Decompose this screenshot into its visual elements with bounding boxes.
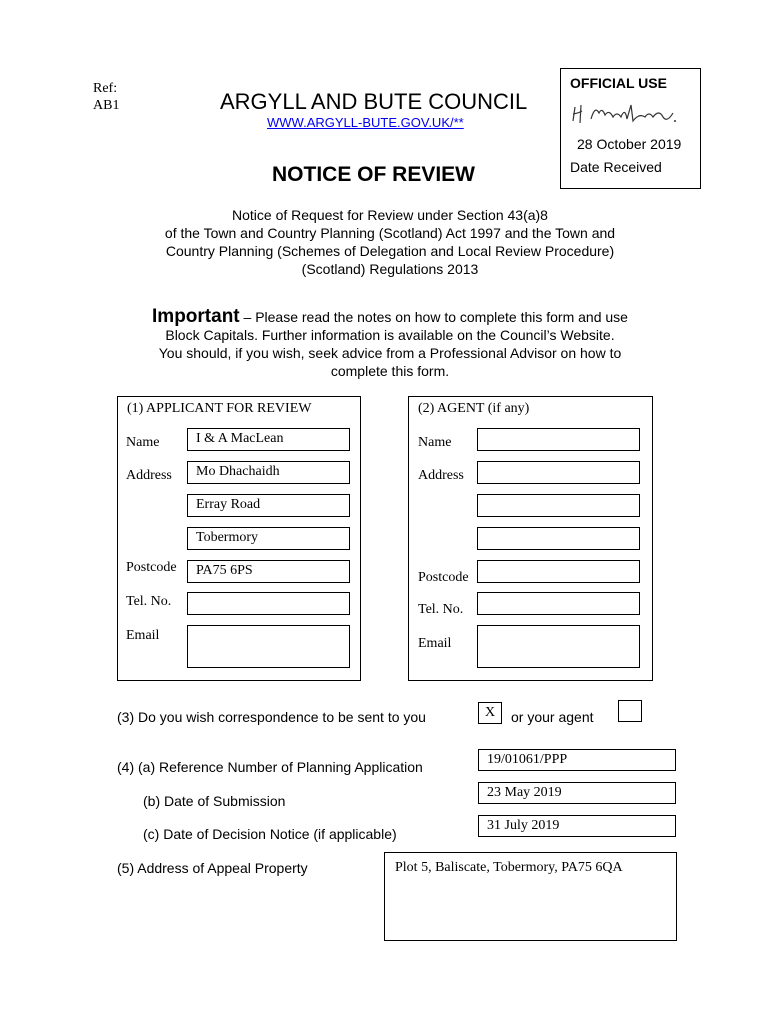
ref-label: Ref:: [93, 81, 118, 96]
applicant-email-field[interactable]: [187, 625, 350, 668]
correspondence-agent-label: or your agent: [511, 709, 594, 725]
applicant-title: (1) APPLICANT FOR REVIEW: [127, 401, 312, 416]
important-notice: [90, 308, 690, 380]
decision-notice-date-label: (c) Date of Decision Notice (if applicable): [143, 826, 397, 842]
applicant-name-field[interactable]: I & A MacLean: [187, 428, 350, 451]
applicant-address-line-1[interactable]: Mo Dhachaidh: [187, 461, 350, 484]
signature-icon: [569, 99, 681, 131]
correspondence-agent-checkbox[interactable]: [618, 700, 642, 722]
form-title: NOTICE OF REVIEW: [272, 163, 476, 186]
intro-line: of the Town and Country Planning (Scotland) Act 1997 and the Town and: [164, 225, 616, 241]
agent-name-field[interactable]: [477, 428, 640, 451]
date-received-label: Date Received: [570, 159, 662, 175]
date-received-value: 28 October 2019: [577, 136, 682, 152]
important-line: Block Capitals. Further information is available on the Council’s Website.: [165, 327, 615, 343]
submission-date-label: (b) Date of Submission: [143, 793, 286, 809]
council-name: ARGYLL AND BUTE COUNCIL: [220, 89, 528, 114]
important-heading: Important: [152, 306, 240, 327]
important-line: – Please read the notes on how to complete this form and use: [239, 309, 628, 325]
applicant-address-line-2[interactable]: Erray Road: [187, 494, 350, 517]
appeal-property-label: (5) Address of Appeal Property: [117, 860, 308, 876]
applicant-address-line-3[interactable]: Tobermory: [187, 527, 350, 550]
council-website-link[interactable]: WWW.ARGYLL-BUTE.GOV.UK/**: [267, 115, 464, 130]
agent-name-label: Name: [418, 435, 452, 450]
applicant-email-label: Email: [126, 628, 160, 643]
applicant-address-label: Address: [126, 468, 172, 483]
ref-block: [93, 80, 119, 114]
applicant-name-label: Name: [126, 435, 160, 450]
important-line: You should, if you wish, seek advice from a Professional Advisor on how to: [158, 345, 622, 361]
agent-address-line-2[interactable]: [477, 494, 640, 517]
ref-value: AB1: [93, 98, 120, 113]
intro-line: Notice of Request for Review under Section 43(a)8: [232, 207, 548, 223]
submission-date-field[interactable]: 23 May 2019: [478, 782, 676, 804]
applicant-postcode-field[interactable]: PA75 6PS: [187, 560, 350, 583]
applicant-postcode-label: Postcode: [126, 560, 177, 575]
agent-address-label: Address: [418, 468, 464, 483]
applicant-tel-label: Tel. No.: [126, 594, 172, 609]
agent-email-label: Email: [418, 636, 452, 651]
decision-notice-date-field[interactable]: 31 July 2019: [478, 815, 676, 837]
appeal-property-field[interactable]: Plot 5, Baliscate, Tobermory, PA75 6QA: [384, 852, 677, 941]
reference-number-field[interactable]: 19/01061/PPP: [478, 749, 676, 771]
agent-postcode-label: Postcode: [418, 570, 469, 585]
reference-number-label: (4) (a) Reference Number of Planning Application: [117, 759, 423, 775]
correspondence-question: (3) Do you wish correspondence to be sent to you: [117, 709, 426, 725]
correspondence-you-checkbox[interactable]: X: [478, 702, 502, 724]
agent-tel-label: Tel. No.: [418, 602, 464, 617]
agent-postcode-field[interactable]: [477, 560, 640, 583]
intro-line: (Scotland) Regulations 2013: [301, 261, 479, 277]
intro-line: Country Planning (Schemes of Delegation and Local Review Procedure): [165, 243, 615, 259]
agent-title: (2) AGENT (if any): [418, 401, 530, 416]
official-use-box: [560, 68, 701, 189]
agent-tel-field[interactable]: [477, 592, 640, 615]
applicant-tel-field[interactable]: [187, 592, 350, 615]
agent-address-line-3[interactable]: [477, 527, 640, 550]
important-line: complete this form.: [330, 363, 450, 379]
intro-text: [100, 206, 680, 278]
agent-address-line-1[interactable]: [477, 461, 640, 484]
agent-email-field[interactable]: [477, 625, 640, 668]
official-use-title: OFFICIAL USE: [570, 75, 667, 91]
